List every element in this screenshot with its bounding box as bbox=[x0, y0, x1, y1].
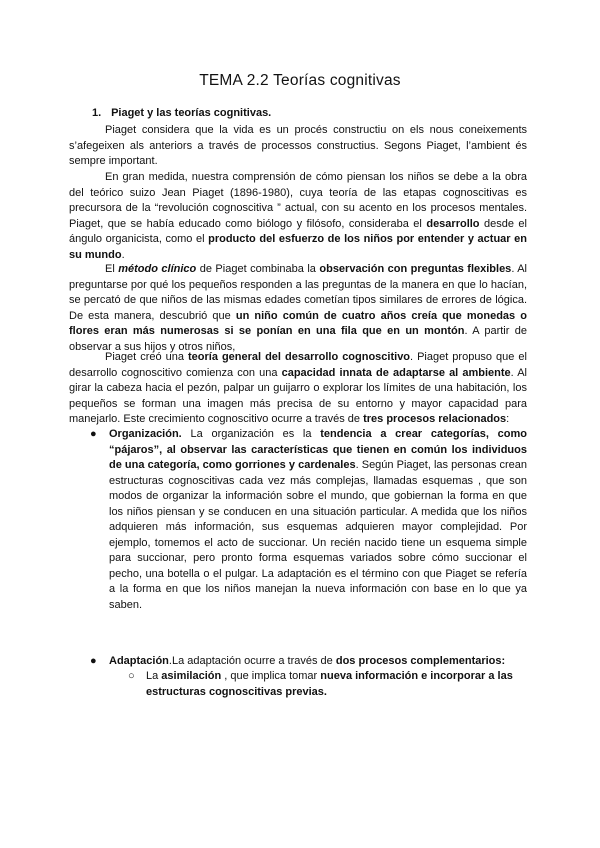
bullet-organizacion bbox=[109, 427, 527, 613]
section-heading-text: Piaget y las teorías cognitivas. bbox=[111, 107, 272, 119]
paragraph-general-theory bbox=[69, 350, 527, 428]
bold-run: observación con preguntas flexibles bbox=[319, 263, 512, 275]
text-run: : bbox=[506, 413, 510, 425]
text-run: La bbox=[146, 670, 162, 682]
bold-run: tres procesos relacionados bbox=[363, 413, 507, 425]
bold-run: desarrollo bbox=[426, 217, 480, 230]
bold-run: tendencia a crear categorías, como “pájaros”, al observar las características que tienen en común los individuos de una categoría, como gorriones y cardenales bbox=[109, 428, 527, 471]
sub-bullet-asimilacion bbox=[146, 669, 527, 700]
text-run: La organización es la bbox=[181, 428, 321, 440]
paragraph-clinical-method bbox=[69, 262, 527, 355]
text-run: . A partir de observar a sus hijos y otros niños, bbox=[69, 325, 527, 353]
bold-run: asimilación bbox=[161, 670, 222, 682]
text-run: desde el ángulo organicista, como el bbox=[69, 217, 527, 245]
bold-italic-run: método clínico bbox=[118, 263, 197, 275]
bold-run: Adaptación bbox=[109, 655, 169, 667]
bold-run: Organización. bbox=[109, 428, 182, 440]
text-run: Piaget creó una bbox=[105, 351, 188, 363]
sub-bullet-icon: ○ bbox=[128, 670, 135, 682]
bold-run: un niño común de cuatro años creía que monedas o flores eran más numerosas si se ponían en una fila que en un montón bbox=[69, 309, 527, 337]
bold-run: dos procesos complementarios: bbox=[335, 655, 506, 667]
bold-run: producto del esfuerzo de los niños por entender y actuar en su mundo bbox=[69, 233, 527, 261]
section-heading bbox=[92, 107, 271, 119]
paragraph-catalan: Piaget considera que la vida es un procés constructiu on els nous coneixements s’afegeixen als anteriors a través de processos constructius. Segons Piaget, l’ambient és sempre important. bbox=[69, 124, 527, 167]
bold-run: capacidad innata de adaptarse al ambiente bbox=[281, 366, 511, 379]
text-run: .La adaptación ocurre a través de bbox=[168, 655, 336, 667]
bold-run: teoría general del desarrollo cognoscitivo bbox=[187, 351, 411, 363]
text-run: . Al girar la cabeza hacia el pezón, palpar un guijarro o explorar los límites de una habitación, los pequeños se forman una imagen más precisa de su entorno y mayor capacidad para manejarlo. Este crecimiento cognoscitivo ocurre a través de bbox=[69, 366, 528, 425]
text-run: . bbox=[121, 248, 125, 261]
text-run: de Piaget combinaba la bbox=[196, 263, 320, 275]
text-run: . Al preguntarse por qué los pequeños responden a las preguntas de la manera en que lo hacían, se percató de que niños de las mismas edades cometían tipos similares de errores de lógica. De esta manera, descubrió que bbox=[69, 263, 527, 322]
page-title: TEMA 2.2 Teorías cognitivas bbox=[199, 72, 401, 89]
paragraph-piaget-intro bbox=[69, 170, 527, 263]
bullet-icon: ● bbox=[90, 428, 97, 440]
bullet-adaptacion bbox=[109, 654, 527, 670]
section-number: 1. bbox=[92, 107, 102, 119]
bullet-icon: ● bbox=[90, 655, 97, 667]
bold-run: nueva información e incorporar a las estructuras cognoscitivas previas. bbox=[146, 670, 513, 698]
text-run: . Según Piaget, las personas crean estructuras cognoscitivas cada vez más complejas, llamadas esquemas , que son modos de organizar la información sobre el mundo, que gobiernan la forma en que los niños piensan y se conducen en una situación particular. A medida que los niños adquieren más información, sus esquemas adquieren mayor complejidad. Por ejemplo, tomemos el acto de succionar. Un recién nacido tiene un esquema simple para succionar, pero pronto forma esquemas variados sobre cómo succionar el pecho, una botella o el pulgar. La adaptación es el término con que Piaget se refería a la forma en que los niños manejan la nueva información con base en lo que ya saben. bbox=[109, 459, 527, 611]
text-run: , que implica tomar bbox=[221, 670, 321, 682]
text-run: El bbox=[105, 263, 119, 275]
text-run: . Piaget propuso que el desarrollo cognoscitivo comienza con una bbox=[69, 351, 527, 379]
text-run: En gran medida, nuestra comprensión de cómo piensan los niños se debe a la obra del teórico suizo Jean Piaget (1896-1980), cuya teoría de las etapas cognoscitivas es precursora de la “revolución cognoscitiva ” actual, con su acento en los procesos mentales. Piaget, que se había educado como biólogo y filósofo, consideraba el bbox=[69, 171, 527, 230]
